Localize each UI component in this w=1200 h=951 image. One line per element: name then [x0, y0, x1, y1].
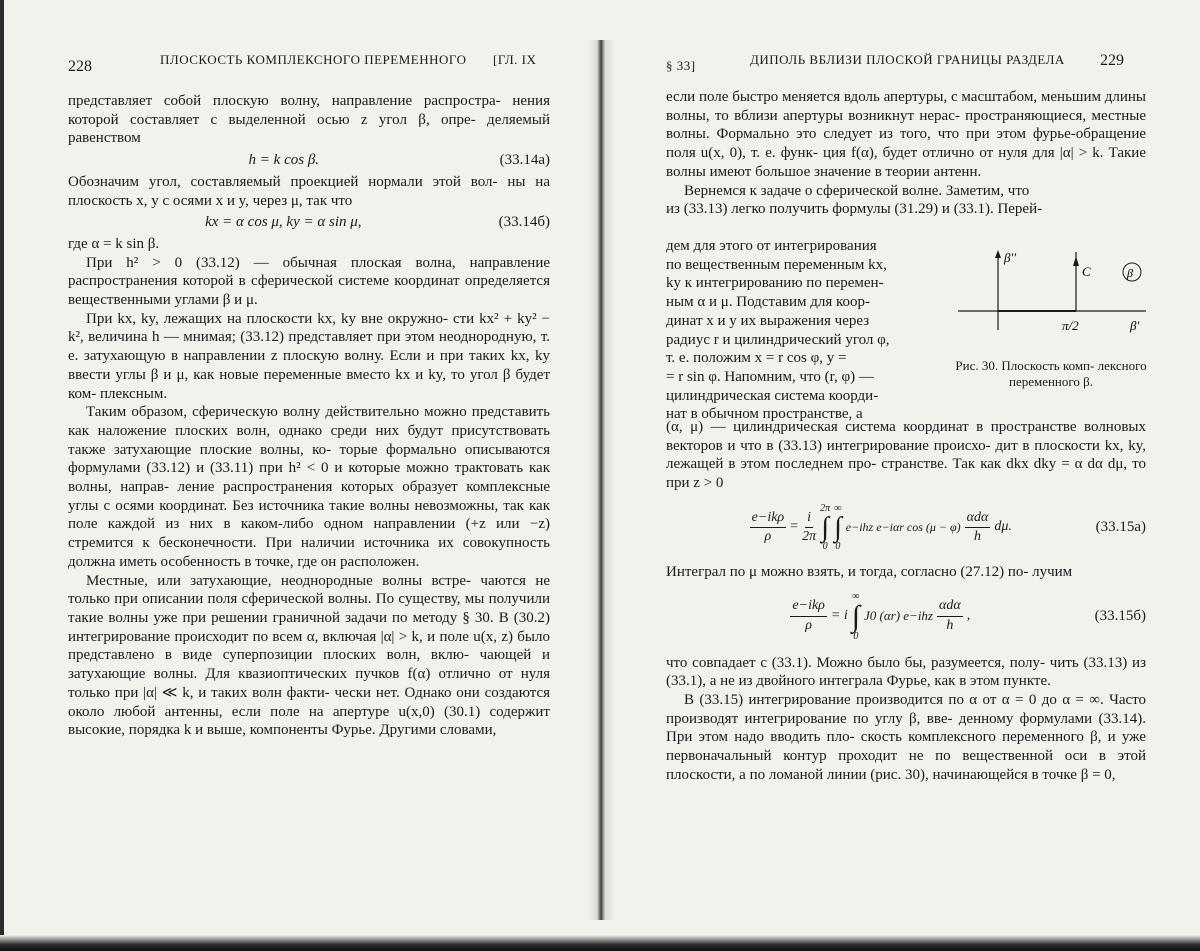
integrand: e−ihz e−iαr cos (μ − φ) — [845, 520, 961, 535]
upper-limit: ∞ — [852, 590, 860, 602]
left-running-head: ПЛОСКОСТЬ КОМПЛЕКСНОГО ПЕРЕМЕННОГО — [160, 52, 467, 67]
coef-numerator: i — [805, 509, 813, 529]
lower-limit-2: 0 — [835, 540, 841, 552]
imag-axis-arrow — [995, 250, 1001, 258]
formula-coefficient: = i — [830, 608, 848, 624]
frac-numerator: αdα — [937, 597, 963, 617]
lhs-denominator: ρ — [805, 618, 813, 634]
integrand: J0 (αr) e−ihz — [863, 608, 933, 624]
lhs-numerator: e−ikρ — [790, 597, 826, 617]
formula-33-14b — [68, 213, 550, 232]
right-paragraph: если поле быстро меняется вдоль апертуры, с масштабом, меньшим длины волны, то вблизи апертуры возникнут нерас- пространяющиеся, местные волны. Формально это следует из того, что при этом фурье-обращение поля u(x, 0), т. е. функ- ция f(α), будет отлично от нуля для |α| > k. Такие волны имеют большое значение в теории антенн. — [666, 89, 1146, 180]
formula-number: (33.15б) — [1094, 608, 1146, 625]
right-paragraph: Интеграл по μ можно взять, и тогда, согласно (27.12) по- лучим — [666, 563, 1073, 580]
formula-number: (33.15а) — [1095, 519, 1146, 536]
left-body — [68, 92, 550, 740]
right-paragraph-line: дем для этого от интегрирования — [666, 238, 877, 254]
right-paragraph-line: = r sin φ. Напомним, что (r, φ) — — [666, 368, 874, 385]
frac-denominator: h — [946, 618, 954, 634]
upper-limit-2: ∞ — [834, 502, 842, 514]
right-page-number: 229 — [1100, 52, 1124, 69]
contour-arrow — [1073, 256, 1079, 266]
formula-tail: , — [966, 608, 971, 624]
lhs-denominator: ρ — [764, 529, 772, 545]
right-paragraph-line: Вернемся к задаче о сферической волне. Заметим, что — [684, 182, 1030, 199]
right-body-top — [666, 88, 1146, 219]
lhs-numerator: e−ikρ — [750, 509, 786, 529]
label-beta-real: β' — [1130, 318, 1140, 333]
right-paragraph-line: динат x и y их выражения через — [666, 312, 870, 329]
formula-33-14a — [68, 151, 550, 170]
right-body-bottom — [666, 418, 1146, 784]
left-paragraph: представляет собой плоскую волну, направление распростра- нения которой составляет с выделенной осью z угол β, опре- деляемый равенством — [68, 93, 550, 147]
coef-denominator: 2π — [802, 529, 817, 545]
formula-33-15b: e−ikρ ρ = i ∞ ∫ 0 J0 (αr) e−ihz αdα h , (33.15б) — [792, 590, 1146, 642]
frac-denominator: h — [974, 529, 982, 545]
label-contour-c: C — [1082, 264, 1091, 279]
right-paragraph-line: ky к интегрированию по перемен- — [666, 275, 884, 292]
lower-limit-1: 0 — [822, 540, 828, 552]
left-paragraph: При h² > 0 (33.12) — обычная плоская волна, направление распространения которой в сферической системе координат определяется вещественными углами β и μ. — [68, 254, 550, 309]
figure-30-caption: Рис. 30. Плоскость комп- лексного переменного β. — [955, 358, 1147, 389]
right-paragraph-line: радиус r и цилиндрический угол φ, — [666, 331, 890, 348]
right-paragraph-line: цилиндрическая система коорди- — [666, 387, 879, 404]
scan-bottom-edge — [0, 935, 1200, 951]
right-paragraph: что совпадает с (33.1). Можно было бы, разумеется, полу- чить (33.13) из (33.1), а не из двойного интеграла Фурье, как в этом пункте. — [666, 654, 1146, 690]
label-pi-over-2: π/2 — [1062, 318, 1079, 333]
right-paragraph: В (33.15) интегрирование производится по α от α = 0 до α = ∞. Часто производят интегрирование по углу β, вве- денному формулами (33.14). При этом надо вводить пло- скость комплексного переменного β, и уже первоначальный контур проходит не по вещественной оси в этой плоскости, а по ломаной линии (рис. 30), начинающейся в точке β = 0, — [666, 691, 1146, 783]
formula-tail: dμ. — [994, 519, 1012, 535]
formula-number: (33.14а) — [499, 152, 550, 169]
left-chapter-label: [ГЛ. IX — [493, 52, 537, 67]
formula-33-15a: e−ikρ ρ = $\frac{i}{2\pi}$ 2π ∫ 0 ∞ ∫ 0 e−ihz e−iαr cos (μ − φ) αdα h dμ. (33.15а) — [751, 502, 1146, 552]
upper-limit-1: 2π — [820, 502, 831, 514]
label-beta-imag: β'' — [1004, 250, 1017, 265]
left-page — [0, 0, 590, 951]
right-paragraph-line: нат в обычном пространстве, а — [666, 406, 863, 423]
right-paragraph-line: ным α и μ. Подставим для коор- — [666, 294, 871, 311]
left-page-number: 228 — [68, 58, 92, 75]
left-paragraph: При kx, ky, лежащих на плоскости kx, ky вне окружно- сти kx² + ky² − k², величина h — мнимая; (33.12) представляет при этом неоднородную, т. е. затухающую в направлении z плоскую волну. Если и при таких kx, ky ввести углы β и μ, как новые переменные вместо kx и ky, то угол β будет ком- плексным. — [68, 310, 550, 402]
right-paragraph: (α, μ) — цилиндрическая система координат в пространстве волновых векторов и что в (33.13) интегрирование происхо- дит в плоскости kx, ky, лежащей в этом последнем про- странстве. Так как dkx dky = α dα dμ, то при z > 0 — [666, 419, 1146, 492]
formula-number: (33.14б) — [498, 214, 550, 231]
formula-expression: kx = α cos μ, ky = α sin μ, — [205, 214, 362, 231]
left-paragraph: Таким образом, сферическую волну действительно можно представить как наложение плоских волн, однако среди них будут присутствовать также затухающие плоские волны, ко- торые формально описываются формулами (33.12) и (33.11) при h² < 0 и которые можно трактовать как волны, направ- ление распространения которых образует комплексные углы с осями координат. Без источника такие волны невозможны, так как поле каждой из них в каком-либо одном направлении (+z или −z) стремится к бесконечности. При наличии источника их совокупность должна иметь особенность в точке, где он расположен. — [68, 404, 550, 570]
right-paragraph-line: из (33.13) легко получить формулы (31.29) и (33.1). Перей- — [666, 201, 1043, 218]
figure-30-complex-plane — [950, 238, 1150, 348]
label-beta-plane: β — [1127, 266, 1133, 280]
right-page — [610, 0, 1200, 951]
right-running-head: ДИПОЛЬ ВБЛИЗИ ПЛОСКОЙ ГРАНИЦЫ РАЗДЕЛА — [750, 52, 1065, 67]
frac-numerator: αdα — [965, 509, 991, 529]
right-paragraph-line: т. е. положим x = r cos φ, y = — [666, 350, 847, 367]
lower-limit: 0 — [853, 630, 859, 642]
formula-expression: h = k cos β. — [248, 152, 320, 169]
right-paragraph-line: по вещественным переменным kx, — [666, 256, 887, 273]
left-paragraph: Местные, или затухающие, неоднородные волны встре- чаются не только при описании поля сферической волны. По существу, мы получили такие волны уже при решении граничной задачи по методу § 30. В (30.2) интегрирование происходит по всем α, включая |α| > k, и поле u(x, z) было представлено в виде суперпозиции плоских волн, вклю- чающей и затухающие волны. Для квазиоптических пучков f(α) отлично от нуля только при |α| ≪ k, и таких волн факти- чески нет. Однако они создаются около любой антенны, если поле на апертуре u(x,0) (30.1) содержит высокие, порядка k и выше, компоненты Фурье. Другими словами, — [68, 572, 550, 739]
right-section-label: § 33] — [666, 58, 696, 73]
right-wrapped-text — [666, 237, 936, 424]
left-paragraph: Обозначим угол, составляемый проекцией нормали этой вол- ны на плоскость x, y с осями x и y, через μ, так что — [68, 173, 550, 209]
left-paragraph: где α = k sin β. — [68, 235, 160, 252]
